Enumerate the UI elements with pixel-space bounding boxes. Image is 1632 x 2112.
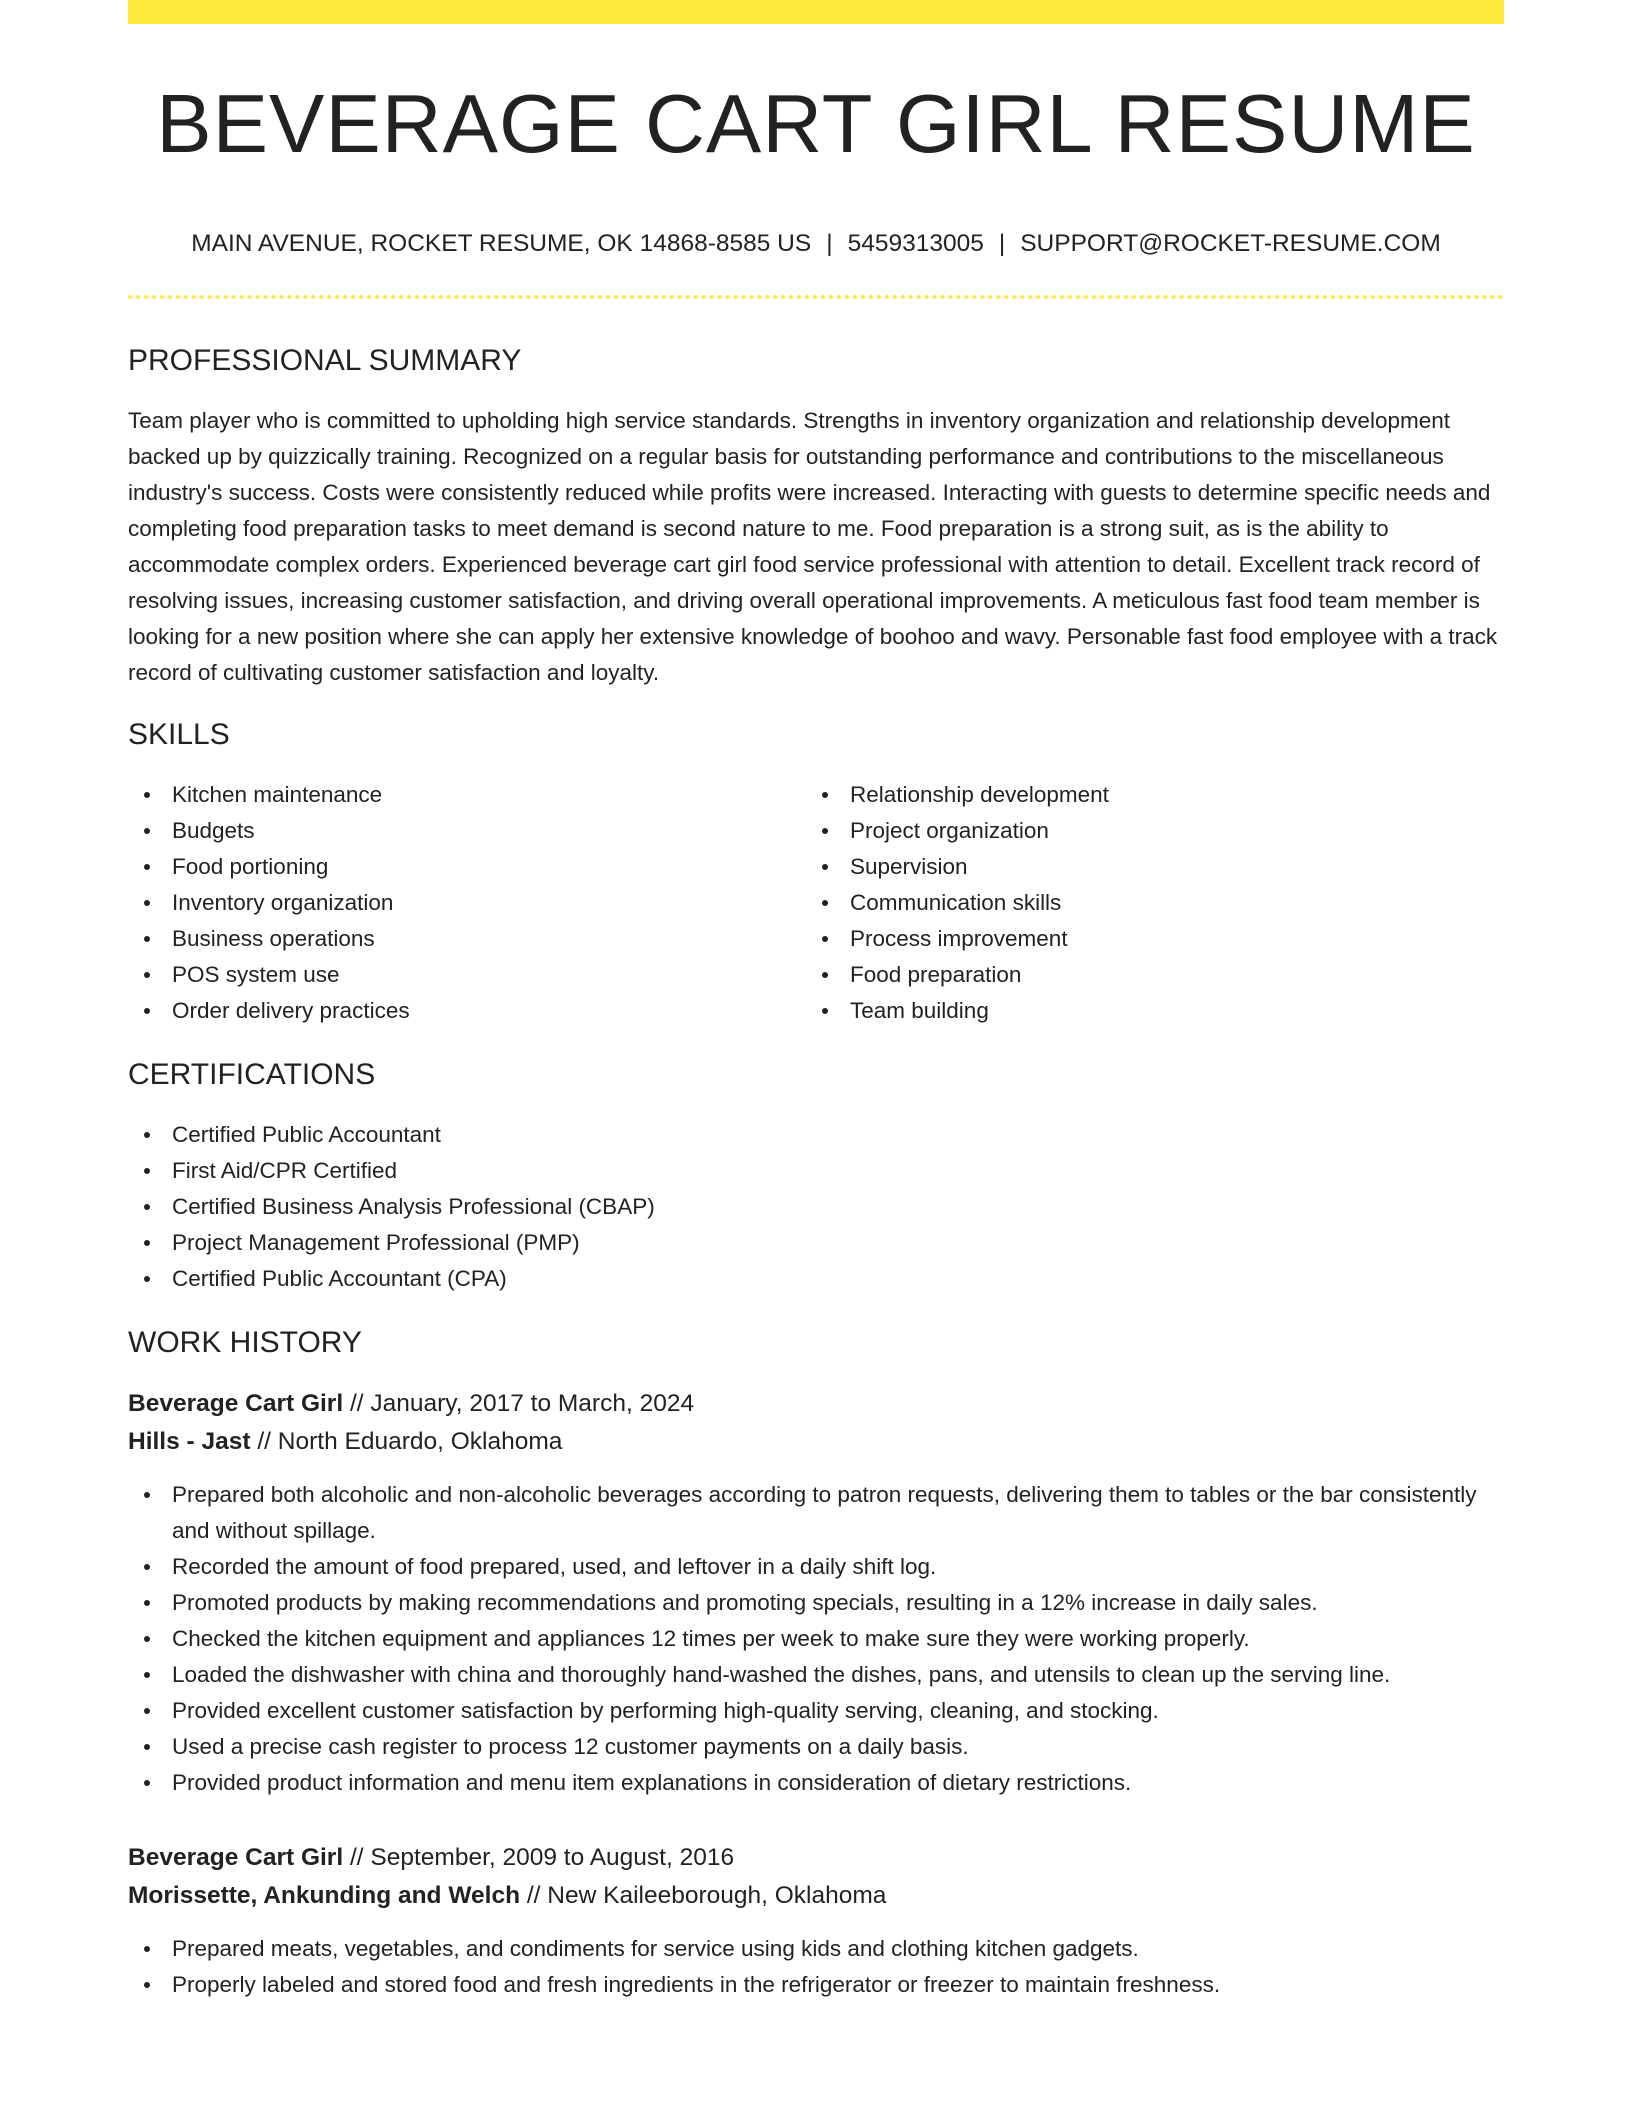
certifications-list [128,1117,1504,1297]
job-company: Morissette, Ankunding and Welch [128,1882,521,1909]
contact-separator: | [998,230,1006,257]
skills-section [128,717,1504,1029]
job-entry [128,1385,1504,1801]
skill-item: Food preparation [806,957,1484,993]
job-duty-item: Provided product information and menu item explanations in consideration of dietary restrictions. [128,1765,1504,1801]
certification-item: Project Management Professional (PMP) [128,1225,1504,1261]
resume-page [128,0,1504,2003]
certifications-section [128,1057,1504,1297]
top-accent-bar [128,0,1504,24]
skill-item: Process improvement [806,921,1484,957]
job-duty-item: Loaded the dishwasher with china and thoroughly hand-washed the dishes, pans, and utensils to clean up the serving line. [128,1657,1504,1693]
job-duty-item: Prepared both alcoholic and non-alcoholic beverages according to patron requests, delivering them to tables or the bar consistently and without spillage. [128,1477,1504,1549]
job-dates: // January, 2017 to March, 2024 [349,1390,695,1417]
certification-item: Certified Business Analysis Professional (CBAP) [128,1189,1504,1225]
job-duty-item: Properly labeled and stored food and fresh ingredients in the refrigerator or freezer to maintain freshness. [128,1967,1504,2003]
certification-item: Certified Public Accountant (CPA) [128,1261,1504,1297]
job-company-line [128,1423,1504,1461]
contact-address: MAIN AVENUE, ROCKET RESUME, OK 14868-8585 US [191,230,812,257]
job-dates: // September, 2009 to August, 2016 [349,1844,735,1871]
job-location: // New Kaileeborough, Oklahoma [526,1882,887,1909]
skill-item: Business operations [128,921,806,957]
skill-item: Communication skills [806,885,1484,921]
skills-columns [128,777,1504,1029]
resume-title: BEVERAGE CART GIRL RESUME [156,77,1476,170]
job-duty-item: Used a precise cash register to process 12 customer payments on a daily basis. [128,1729,1504,1765]
job-location: // North Eduardo, Oklahoma [257,1428,563,1455]
job-title: Beverage Cart Girl [128,1844,344,1871]
professional-summary-section [128,343,1504,691]
job-duty-item: Prepared meats, vegetables, and condiments for service using kids and clothing kitchen gadgets. [128,1931,1504,1967]
section-heading-summary: PROFESSIONAL SUMMARY [128,344,522,377]
job-company: Hills - Jast [128,1428,251,1455]
skill-item: Budgets [128,813,806,849]
skill-item: Team building [806,993,1484,1029]
work-history-section [128,1325,1504,2003]
contact-separator: | [826,230,833,257]
job-duty-item: Promoted products by making recommendations and promoting specials, resulting in a 12% increase in daily sales. [128,1585,1504,1621]
job-company-line [128,1877,1504,1915]
skill-item: Order delivery practices [128,993,806,1029]
job-duty-item: Recorded the amount of food prepared, used, and leftover in a daily shift log. [128,1549,1504,1585]
job-duty-item: Checked the kitchen equipment and appliances 12 times per week to make sure they were working properly. [128,1621,1504,1657]
skill-item: POS system use [128,957,806,993]
contact-phone: 5459313005 [847,230,984,257]
contact-email: SUPPORT@ROCKET-RESUME.COM [1020,230,1441,257]
skill-item: Project organization [806,813,1484,849]
section-heading-certifications: CERTIFICATIONS [128,1058,376,1091]
skills-list-left [128,777,806,1029]
skill-item: Relationship development [806,777,1484,813]
job-duty-item: Provided excellent customer satisfaction by performing high-quality serving, cleaning, and stocking. [128,1693,1504,1729]
contact-line [128,229,1504,259]
skill-item: Kitchen maintenance [128,777,806,813]
section-heading-skills: SKILLS [128,718,230,751]
skill-item: Food portioning [128,849,806,885]
dotted-divider [128,295,1504,299]
job-duties-list [128,1477,1504,1801]
job-title: Beverage Cart Girl [128,1390,344,1417]
job-entry [128,1839,1504,2003]
section-heading-work-history: WORK HISTORY [128,1326,362,1359]
summary-text: Team player who is committed to upholding high service standards. Strengths in inventory organization and relationship development backed up by quizzically training. Recognized on a regular basis for outstanding performance and contributions to the miscellaneous industry's success. Costs were consistently reduced while profits were increased. Interacting with guests to determine specific needs and completing food preparation tasks to meet demand is second nature to me. Food preparation is a strong suit, as is the ability to accommodate complex orders. Experienced beverage cart girl food service professional with attention to detail. Excellent track record of resolving issues, increasing customer satisfaction, and driving overall operational improvements. A meticulous fast food team member is looking for a new position where she can apply her extensive knowledge of boohoo and wavy. Personable fast food employee with a track record of cultivating customer satisfaction and loyalty. [128,408,1498,685]
skill-item: Supervision [806,849,1484,885]
skill-item: Inventory organization [128,885,806,921]
job-duties-list [128,1931,1504,2003]
certification-item: Certified Public Accountant [128,1117,1504,1153]
job-title-line [128,1385,1504,1423]
skills-list-right [806,777,1484,1029]
job-title-line [128,1839,1504,1877]
certification-item: First Aid/CPR Certified [128,1153,1504,1189]
